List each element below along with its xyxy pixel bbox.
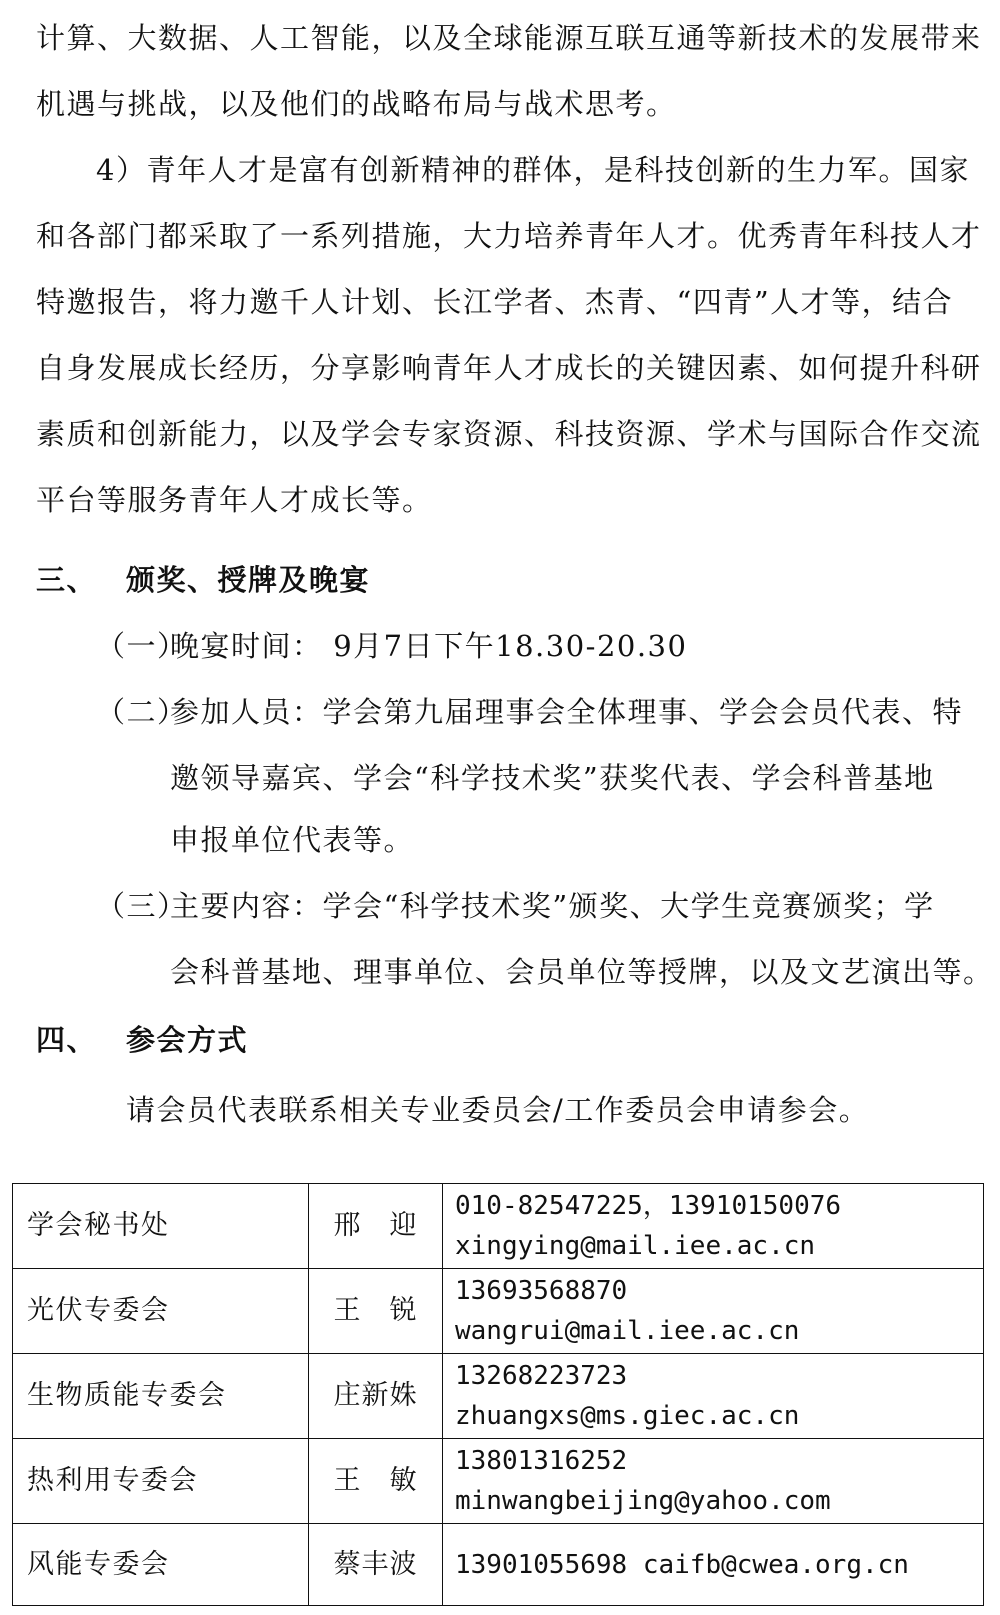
list-item-text: 邀领导嘉宾、学会“科学技术奖”获奖代表、学会科普基地 <box>170 761 935 795</box>
phone-text: 13801316252 <box>455 1446 628 1476</box>
section-intro: 请会员代表联系相关专业委员会/工作委员会申请参会。 <box>126 1093 870 1127</box>
list-item-text: 参加人员：学会第九届理事会全体理事、学会会员代表、特 <box>170 695 964 729</box>
phone-text: 13693568870 <box>455 1276 628 1306</box>
contact-cell <box>443 1269 984 1354</box>
name-cell: 王 锐 <box>309 1269 443 1354</box>
phone-text: 010-82547225，13910150076 <box>455 1191 842 1221</box>
table-row <box>13 1354 984 1439</box>
paragraph-line: 4）青年人才是富有创新精神的群体，是科技创新的生力军。国家 <box>96 153 970 187</box>
name-cell: 庄新姝 <box>309 1354 443 1439</box>
paragraph-line: 计算、大数据、人工智能，以及全球能源互联互通等新技术的发展带来 <box>36 21 982 55</box>
list-item-text: 会科普基地、理事单位、会员单位等授牌，以及文艺演出等。 <box>170 955 994 989</box>
contacts-table <box>12 1183 984 1606</box>
table-row <box>13 1439 984 1524</box>
list-item-text: 申报单位代表等。 <box>170 823 415 857</box>
paragraph-line: 特邀报告，将力邀千人计划、长江学者、杰青、“四青”人才等，结合 <box>36 285 954 319</box>
email-text: xingying@mail.iee.ac.cn <box>455 1231 816 1261</box>
name-cell: 邢 迎 <box>309 1184 443 1269</box>
phone-text: 13268223723 <box>455 1361 628 1391</box>
dept-cell: 光伏专委会 <box>13 1269 309 1354</box>
dept-cell: 学会秘书处 <box>13 1184 309 1269</box>
dept-cell: 热利用专委会 <box>13 1439 309 1524</box>
paragraph-line: 自身发展成长经历，分享影响青年人才成长的关键因素、如何提升科研 <box>36 351 982 385</box>
list-item-label: （二） <box>96 695 188 729</box>
paragraph-line: 平台等服务青年人才成长等。 <box>36 483 433 517</box>
section-title: 参会方式 <box>126 1023 249 1057</box>
phone-email-text: 13901055698 caifb@cwea.org.cn <box>455 1549 909 1580</box>
table-row <box>13 1524 984 1606</box>
contact-cell <box>443 1354 984 1439</box>
email-text: minwangbeijing@yahoo.com <box>455 1486 831 1516</box>
contact-cell <box>443 1439 984 1524</box>
list-item-text: 晚宴时间： 9月7日下午18.30-20.30 <box>170 629 688 663</box>
email-text: wangrui@mail.iee.ac.cn <box>455 1316 800 1346</box>
table-row <box>13 1184 984 1269</box>
dept-cell: 生物质能专委会 <box>13 1354 309 1439</box>
contact-cell <box>443 1524 984 1606</box>
section-number: 四、 <box>36 1023 98 1057</box>
name-cell: 王 敏 <box>309 1439 443 1524</box>
email-text: zhuangxs@ms.giec.ac.cn <box>455 1401 800 1431</box>
list-item-text: 主要内容：学会“科学技术奖”颁奖、大学生竞赛颁奖；学 <box>170 889 935 923</box>
paragraph-line: 机遇与挑战，以及他们的战略布局与战术思考。 <box>36 87 677 121</box>
name-cell: 蔡丰波 <box>309 1524 443 1606</box>
paragraph-line: 和各部门都采取了一系列措施，大力培养青年人才。优秀青年科技人才 <box>36 219 982 253</box>
paragraph-line: 素质和创新能力，以及学会专家资源、科技资源、学术与国际合作交流 <box>36 417 982 451</box>
contact-cell <box>443 1184 984 1269</box>
dept-cell: 风能专委会 <box>13 1524 309 1606</box>
table-row <box>13 1269 984 1354</box>
section-title: 颁奖、授牌及晚宴 <box>126 563 371 597</box>
list-item-label: （一） <box>96 629 188 663</box>
section-number: 三、 <box>36 563 98 597</box>
list-item-label: （三） <box>96 889 188 923</box>
